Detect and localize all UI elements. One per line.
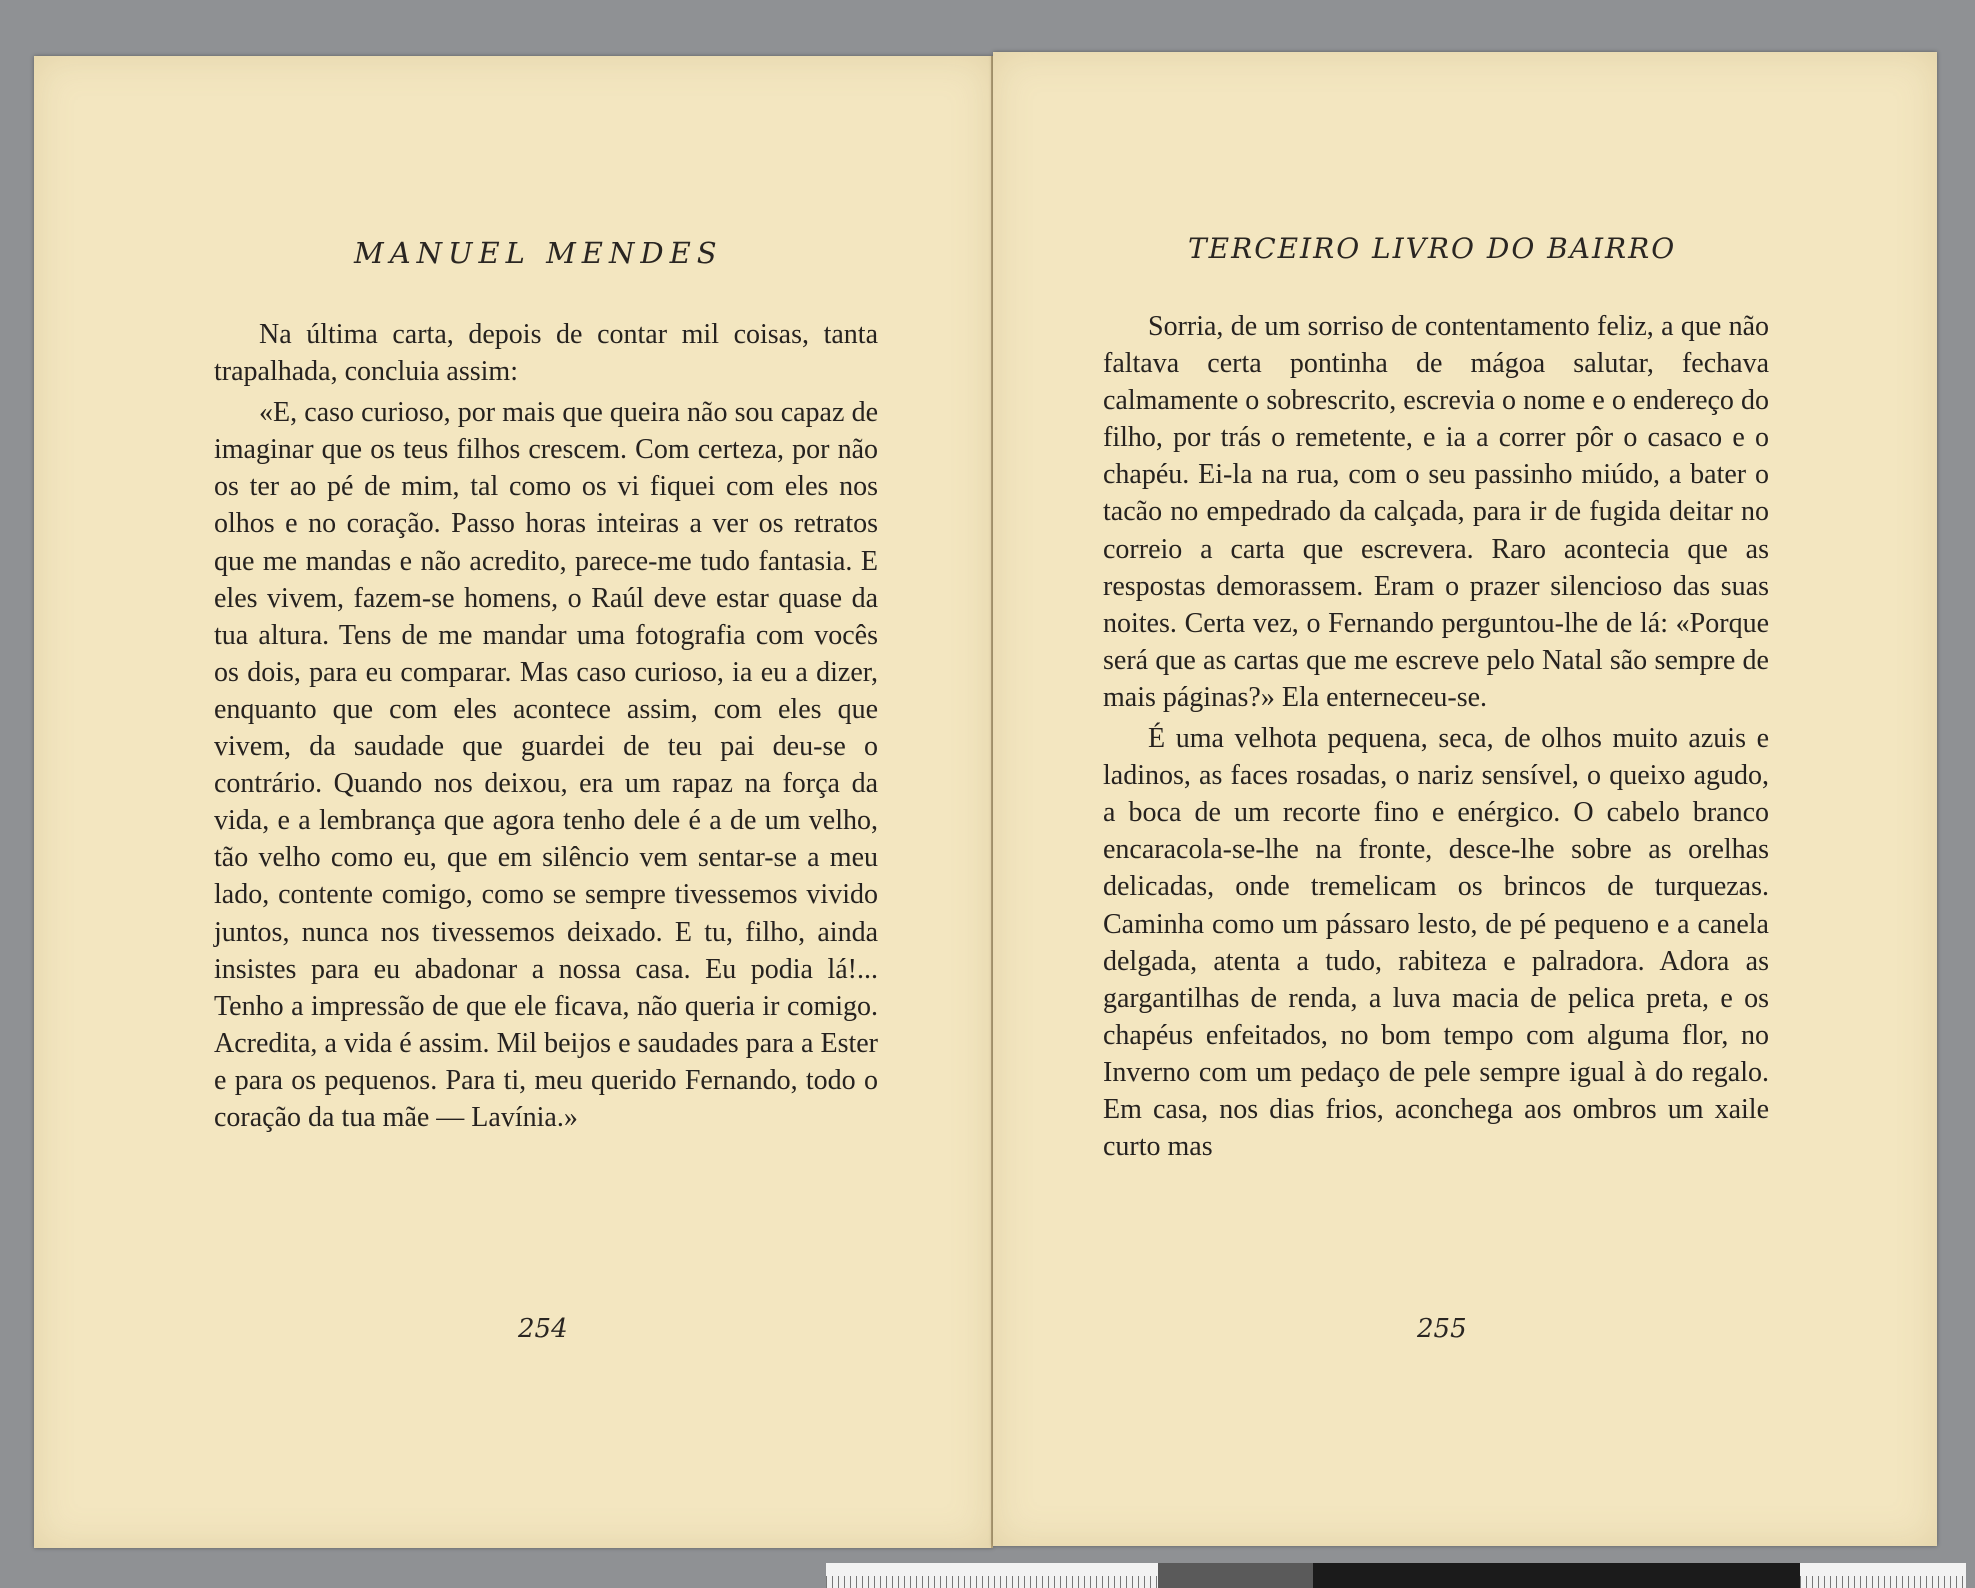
right-page-text [1103, 308, 1769, 1165]
paragraph: Sorria, de um sorriso de contentamento feliz, a que não faltava certa pontinha de mágoa salutar, fechava calmamente o sobrescrito, escrevia o nome e o endereço do filho, por trás o remetente, e ia a correr pôr o casaco e o chapéu. Ei-la na rua, com o seu passinho miúdo, a bater o tacão no empedrado da calçada, para ir de fugida deitar no correio a carta que escrevera. Raro acontecia que as respostas demorassem. Eram o prazer silencioso das suas noites. Certa vez, o Fernando perguntou-lhe de lá: «Porque será que as cartas que me escreve pelo Natal são sempre de mais páginas?» Ela enterneceu-se. [1103, 311, 1769, 713]
paragraph: «E, caso curioso, por mais que queira não sou capaz de imaginar que os teus filhos crescem. Com certeza, por não os ter ao pé de mim, tal como os vi fiquei com eles nos olhos e no coração. Passo horas inteiras a ver os retratos que me mandas e não acredito, parece-me tudo fantasia. E eles vivem, fazem-se homens, o Raúl deve estar quase da tua altura. Tens de me mandar uma fotografia com vocês os dois, para eu comparar. Mas caso curioso, ia eu a dizer, enquanto que com eles acontece assim, com eles que vivem, da saudade que guardei de teu pai deu-se o contrário. Quando nos deixou, era um rapaz na força da vida, e a lembrança que agora tenho dele é a de um velho, tão velho como eu, que em silêncio vem sentar-se a meu lado, contente comigo, como se sempre tivessemos vivido juntos, nunca nos tivessemos deixado. E tu, filho, ainda insistes para eu abadonar a nossa casa. Eu podia lá!... Tenho a impressão de que ele ficava, não queria ir comigo. Acredita, a vida é assim. Mil beijos e saudades para a Ester e para os pequenos. Para ti, meu querido Fernando, todo o coração da tua mãe — Lavínia.» [214, 397, 878, 1133]
right-running-head: TERCEIRO LIVRO DO BAIRRO [1188, 232, 1677, 265]
left-running-head: MANUEL MENDES [354, 236, 723, 270]
right-page-number: 255 [1417, 1314, 1467, 1344]
ruler-segment [1800, 1563, 1966, 1588]
left-page-number: 254 [518, 1314, 568, 1344]
paragraph: É uma velhota pequena, seca, de olhos muito azuis e ladinos, as faces rosadas, o nariz sensível, o queixo agudo, a boca de um recorte fino e enérgico. O cabelo branco encaracola-se-lhe na fronte, desce-lhe sobre as orelhas delicadas, onde tremelicam os brincos de turquezas. Caminha como um pássaro lesto, de pé pequeno e a canela delgada, atenta a tudo, rabiteza e palradora. Adora as gargantilhas de renda, a luva macia de pelica preta, e os chapéus enfeitados, no bom tempo com alguma flor, no Inverno com um pedaço de pele sempre igual à do regalo. Em casa, nos dias frios, aconchega aos ombros um xaile curto mas [1103, 723, 1769, 1163]
right-page [993, 52, 1937, 1546]
scale-ruler [826, 1563, 1966, 1588]
paragraph: Na última carta, depois de contar mil coisas, tanta trapalhada, concluia assim: [214, 319, 878, 388]
ruler-segment [826, 1563, 1158, 1588]
left-page [34, 56, 993, 1548]
left-page-text [214, 316, 878, 1136]
ruler-segment [1158, 1563, 1313, 1588]
